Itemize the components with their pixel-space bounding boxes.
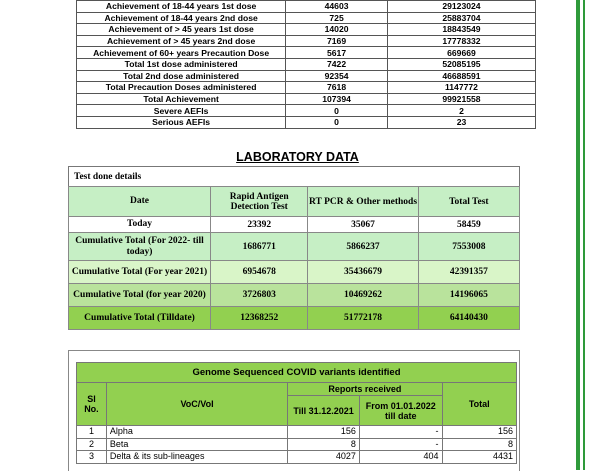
lab-row-rat: 3726803 xyxy=(211,284,308,307)
lab-row-rtpcr: 51772178 xyxy=(308,307,418,330)
vaccination-row xyxy=(77,47,536,59)
genome-row-name: Delta & its sub-lineages xyxy=(106,451,287,464)
lab-row xyxy=(69,307,520,330)
lab-row-total: 42391357 xyxy=(418,261,519,284)
genome-row-total: 8 xyxy=(442,438,516,451)
genome-row-till: 156 xyxy=(288,426,360,439)
genome-header-till: Till 31.12.2021 xyxy=(288,396,360,426)
lab-row-rtpcr: 5866237 xyxy=(308,233,418,261)
lab-row-total: 7553008 xyxy=(418,233,519,261)
vaccination-row-today: 725 xyxy=(286,12,388,24)
page-border-right xyxy=(576,0,580,470)
genome-row-name: Beta xyxy=(106,438,287,451)
vaccination-row-label: Total 1st dose administered xyxy=(77,58,286,70)
genome-header-row xyxy=(77,383,517,396)
genome-header-reports: Reports received xyxy=(288,383,442,396)
lab-row-total: 64140430 xyxy=(418,307,519,330)
vaccination-row-cumulative: 669669 xyxy=(387,47,535,59)
vaccination-row-cumulative: 1147772 xyxy=(387,82,535,94)
lab-row-label: Today xyxy=(69,217,211,233)
vaccination-row-today: 5617 xyxy=(286,47,388,59)
genome-header-sl: Sl No. xyxy=(77,383,107,426)
vaccination-row-label: Achievement of 18-44 years 2nd dose xyxy=(77,12,286,24)
lab-row-rtpcr: 35067 xyxy=(308,217,418,233)
genome-title: Genome Sequenced COVID variants identified xyxy=(77,363,517,383)
lab-row xyxy=(69,233,520,261)
lab-row-rat: 23392 xyxy=(211,217,308,233)
lab-row-rat: 6954678 xyxy=(211,261,308,284)
laboratory-data-title: LABORATORY DATA xyxy=(236,150,359,164)
genome-row-sl: 3 xyxy=(77,451,107,464)
lab-row-label: Cumulative Total (For 2022- till today) xyxy=(69,233,211,261)
genome-row xyxy=(77,426,517,439)
vaccination-row xyxy=(77,24,536,36)
vaccination-row-label: Achievement of > 45 years 1st dose xyxy=(77,24,286,36)
genome-header-total: Total xyxy=(442,383,516,426)
lab-header-rtpcr: RT PCR & Other methods xyxy=(308,187,418,217)
lab-row-rtpcr: 10469262 xyxy=(308,284,418,307)
lab-header-total: Total Test xyxy=(418,187,519,217)
lab-row-rtpcr: 35436679 xyxy=(308,261,418,284)
genome-row-total: 156 xyxy=(442,426,516,439)
lab-header-row xyxy=(69,187,520,217)
lab-header-rat: Rapid Antigen Detection Test xyxy=(211,187,308,217)
vaccination-row-today: 7618 xyxy=(286,82,388,94)
lab-row-label: Cumulative Total (Tilldate) xyxy=(69,307,211,330)
lab-row-rat: 12368252 xyxy=(211,307,308,330)
laboratory-table xyxy=(68,186,520,330)
genome-row xyxy=(77,438,517,451)
vaccination-row-cumulative: 23 xyxy=(387,116,535,128)
genome-row-name: Alpha xyxy=(106,426,287,439)
vaccination-row-label: Achievement of 60+ years Precaution Dose xyxy=(77,47,286,59)
lab-row-label: Cumulative Total (For year 2021) xyxy=(69,261,211,284)
vaccination-table xyxy=(76,0,536,129)
vaccination-row-cumulative: 2 xyxy=(387,105,535,117)
vaccination-row-today: 0 xyxy=(286,116,388,128)
lab-header-date: Date xyxy=(69,187,211,217)
vaccination-row-cumulative: 52085195 xyxy=(387,58,535,70)
vaccination-row-today: 14020 xyxy=(286,24,388,36)
vaccination-row xyxy=(77,35,536,47)
vaccination-row-label: Achievement of 18-44 years 1st dose xyxy=(77,1,286,13)
vaccination-row-today: 7169 xyxy=(286,35,388,47)
vaccination-row xyxy=(77,58,536,70)
vaccination-row-label: Total 2nd dose administered xyxy=(77,70,286,82)
vaccination-row xyxy=(77,116,536,128)
lab-row-rat: 1686771 xyxy=(211,233,308,261)
lab-row xyxy=(69,261,520,284)
vaccination-row-cumulative: 29123024 xyxy=(387,1,535,13)
genome-row-till: 4027 xyxy=(288,451,360,464)
vaccination-row-today: 0 xyxy=(286,105,388,117)
vaccination-row-cumulative: 18843549 xyxy=(387,24,535,36)
vaccination-row-today: 44603 xyxy=(286,1,388,13)
genome-title-row xyxy=(77,363,517,383)
genome-row-from: 404 xyxy=(359,451,442,464)
vaccination-row xyxy=(77,70,536,82)
test-done-details-label: Test done details xyxy=(74,172,142,182)
vaccination-row-cumulative: 17778332 xyxy=(387,35,535,47)
genome-row-from: - xyxy=(359,438,442,451)
vaccination-row-cumulative: 46688591 xyxy=(387,70,535,82)
lab-row xyxy=(69,217,520,233)
vaccination-row-today: 7422 xyxy=(286,58,388,70)
vaccination-row-cumulative: 99921558 xyxy=(387,93,535,105)
vaccination-row-label: Total Precaution Doses administered xyxy=(77,82,286,94)
genome-table xyxy=(76,362,517,464)
vaccination-row xyxy=(77,105,536,117)
genome-row xyxy=(77,451,517,464)
genome-header-voc: VoC/VoI xyxy=(106,383,287,426)
page-border-right-inner xyxy=(583,0,585,470)
vaccination-row xyxy=(77,93,536,105)
genome-row-till: 8 xyxy=(288,438,360,451)
vaccination-row xyxy=(77,82,536,94)
genome-row-from: - xyxy=(359,426,442,439)
genome-row-sl: 1 xyxy=(77,426,107,439)
vaccination-row-today: 107394 xyxy=(286,93,388,105)
vaccination-row xyxy=(77,1,536,13)
vaccination-row-label: Total Achievement xyxy=(77,93,286,105)
lab-row xyxy=(69,284,520,307)
vaccination-row-today: 92354 xyxy=(286,70,388,82)
vaccination-row-label: Serious AEFIs xyxy=(77,116,286,128)
genome-header-from: From 01.01.2022 till date xyxy=(359,396,442,426)
vaccination-row-label: Achievement of > 45 years 2nd dose xyxy=(77,35,286,47)
vaccination-row xyxy=(77,12,536,24)
lab-row-total: 58459 xyxy=(418,217,519,233)
vaccination-row-label: Severe AEFIs xyxy=(77,105,286,117)
genome-row-total: 4431 xyxy=(442,451,516,464)
lab-row-label: Cumulative Total (for year 2020) xyxy=(69,284,211,307)
vaccination-row-cumulative: 25883704 xyxy=(387,12,535,24)
genome-row-sl: 2 xyxy=(77,438,107,451)
lab-row-total: 14196065 xyxy=(418,284,519,307)
